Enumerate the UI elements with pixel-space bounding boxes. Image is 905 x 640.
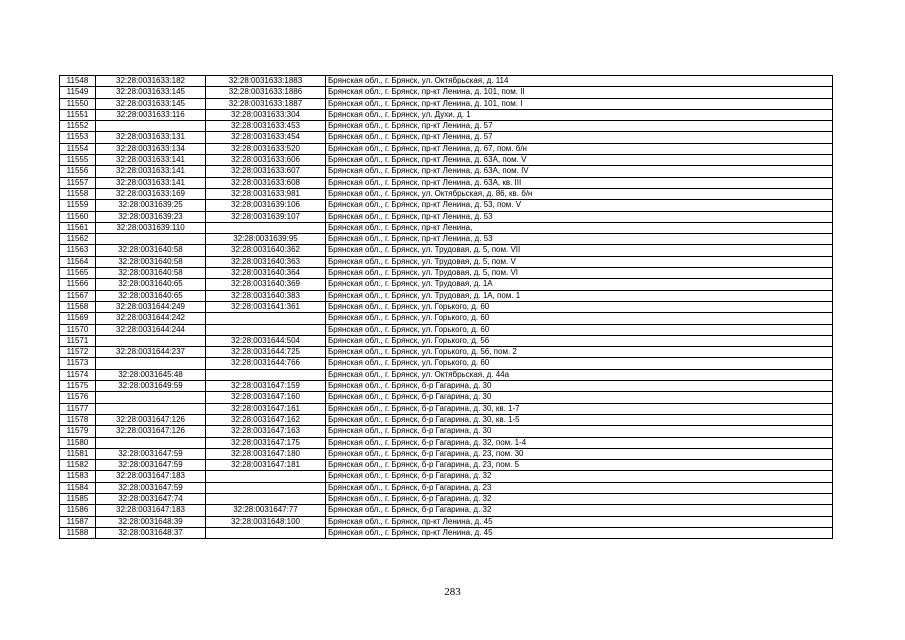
- table-row: [60, 132, 833, 143]
- address-cell: Брянская обл., г. Брянск, пр-кт Ленина, д. 101, пом. II: [326, 87, 833, 98]
- table-row: [60, 403, 833, 414]
- object-cadastral-number-cell: 32:28:0031644:725: [206, 347, 326, 358]
- address-cell: Брянская обл., г. Брянск, пр-кт Ленина, д. 57: [326, 121, 833, 132]
- object-cadastral-number-cell: [206, 313, 326, 324]
- address-cell: Брянская обл., г. Брянск, б-р Гагарина, д. 23, пом. 30: [326, 448, 833, 459]
- parcel-cadastral-number-cell: 32:28:0031645:48: [96, 369, 206, 380]
- parcel-cadastral-number-cell: 32:28:0031647:59: [96, 460, 206, 471]
- object-cadastral-number-cell: [206, 471, 326, 482]
- table-row: [60, 493, 833, 504]
- table-row: [60, 245, 833, 256]
- table-row: [60, 426, 833, 437]
- row-number-cell: 11583: [60, 471, 96, 482]
- row-number-cell: 11560: [60, 211, 96, 222]
- table-row: [60, 234, 833, 245]
- row-number-cell: 11559: [60, 200, 96, 211]
- table-row: [60, 290, 833, 301]
- row-number-cell: 11570: [60, 324, 96, 335]
- parcel-cadastral-number-cell: 32:28:0031633:116: [96, 109, 206, 120]
- row-number-cell: 11563: [60, 245, 96, 256]
- address-cell: Брянская обл., г. Брянск, ул. Горького, д. 56, пом. 2: [326, 347, 833, 358]
- address-cell: Брянская обл., г. Брянск, ул. Горького, д. 60: [326, 313, 833, 324]
- table-row: [60, 448, 833, 459]
- row-number-cell: 11557: [60, 177, 96, 188]
- object-cadastral-number-cell: 32:28:0031633:607: [206, 166, 326, 177]
- parcel-cadastral-number-cell: 32:28:0031649:59: [96, 381, 206, 392]
- parcel-cadastral-number-cell: 32:28:0031640:58: [96, 256, 206, 267]
- parcel-cadastral-number-cell: 32:28:0031644:244: [96, 324, 206, 335]
- table-row: [60, 313, 833, 324]
- address-cell: Брянская обл., г. Брянск, пр-кт Ленина, д. 45: [326, 516, 833, 527]
- table-row: [60, 87, 833, 98]
- row-number-cell: 11587: [60, 516, 96, 527]
- row-number-cell: 11586: [60, 505, 96, 516]
- address-cell: Брянская обл., г. Брянск, ул. Горького, д. 56: [326, 335, 833, 346]
- row-number-cell: 11549: [60, 87, 96, 98]
- object-cadastral-number-cell: 32:28:0031647:180: [206, 448, 326, 459]
- table-row: [60, 516, 833, 527]
- row-number-cell: 11575: [60, 381, 96, 392]
- address-cell: Брянская обл., г. Брянск, пр-кт Ленина, д. 101, пом. I: [326, 98, 833, 109]
- table-row: [60, 392, 833, 403]
- table-row: [60, 200, 833, 211]
- object-cadastral-number-cell: 32:28:0031647:160: [206, 392, 326, 403]
- address-cell: Брянская обл., г. Брянск, б-р Гагарина, д. 32: [326, 471, 833, 482]
- row-number-cell: 11553: [60, 132, 96, 143]
- address-cell: Брянская обл., г. Брянск, б-р Гагарина, д. 23, пом. 5: [326, 460, 833, 471]
- object-cadastral-number-cell: [206, 493, 326, 504]
- row-number-cell: 11548: [60, 76, 96, 87]
- object-cadastral-number-cell: 32:28:0031648:100: [206, 516, 326, 527]
- row-number-cell: 11561: [60, 222, 96, 233]
- parcel-cadastral-number-cell: 32:28:0031639:110: [96, 222, 206, 233]
- table-row: [60, 482, 833, 493]
- parcel-cadastral-number-cell: 32:28:0031633:134: [96, 143, 206, 154]
- address-cell: Брянская обл., г. Брянск, ул. Октябрьская, д. 114: [326, 76, 833, 87]
- row-number-cell: 11581: [60, 448, 96, 459]
- address-cell: Брянская обл., г. Брянск, б-р Гагарина, д. 32: [326, 493, 833, 504]
- address-cell: Брянская обл., г. Брянск, пр-кт Ленина,: [326, 222, 833, 233]
- row-number-cell: 11552: [60, 121, 96, 132]
- address-cell: Брянская обл., г. Брянск, б-р Гагарина, д. 30, кв. 1-5: [326, 414, 833, 425]
- table-row: [60, 437, 833, 448]
- table-row: [60, 527, 833, 538]
- registry-table-body: [60, 76, 833, 539]
- object-cadastral-number-cell: 32:28:0031633:454: [206, 132, 326, 143]
- row-number-cell: 11588: [60, 527, 96, 538]
- object-cadastral-number-cell: [206, 222, 326, 233]
- address-cell: Брянская обл., г. Брянск, пр-кт Ленина, д. 45: [326, 527, 833, 538]
- table-row: [60, 369, 833, 380]
- row-number-cell: 11576: [60, 392, 96, 403]
- object-cadastral-number-cell: 32:28:0031647:162: [206, 414, 326, 425]
- object-cadastral-number-cell: 32:28:0031633:1886: [206, 87, 326, 98]
- row-number-cell: 11584: [60, 482, 96, 493]
- address-cell: Брянская обл., г. Брянск, пр-кт Ленина, д. 67, пом. б/н: [326, 143, 833, 154]
- table-row: [60, 109, 833, 120]
- row-number-cell: 11564: [60, 256, 96, 267]
- row-number-cell: 11577: [60, 403, 96, 414]
- row-number-cell: 11572: [60, 347, 96, 358]
- address-cell: Брянская обл., г. Брянск, ул. Трудовая, д. 5, пом. V: [326, 256, 833, 267]
- row-number-cell: 11558: [60, 188, 96, 199]
- table-row: [60, 166, 833, 177]
- row-number-cell: 11569: [60, 313, 96, 324]
- address-cell: Брянская обл., г. Брянск, б-р Гагарина, д. 30, кв. 1-7: [326, 403, 833, 414]
- table-row: [60, 279, 833, 290]
- row-number-cell: 11573: [60, 358, 96, 369]
- parcel-cadastral-number-cell: 32:28:0031644:249: [96, 301, 206, 312]
- object-cadastral-number-cell: [206, 527, 326, 538]
- object-cadastral-number-cell: [206, 482, 326, 493]
- table-row: [60, 268, 833, 279]
- address-cell: Брянская обл., г. Брянск, пр-кт Ленина, д. 63А, пом. IV: [326, 166, 833, 177]
- address-cell: Брянская обл., г. Брянск, пр-кт Ленина, д. 53: [326, 234, 833, 245]
- object-cadastral-number-cell: 32:28:0031640:369: [206, 279, 326, 290]
- object-cadastral-number-cell: 32:28:0031633:453: [206, 121, 326, 132]
- object-cadastral-number-cell: 32:28:0031647:175: [206, 437, 326, 448]
- parcel-cadastral-number-cell: [96, 234, 206, 245]
- address-cell: Брянская обл., г. Брянск, ул. Горького, д. 60: [326, 324, 833, 335]
- parcel-cadastral-number-cell: [96, 358, 206, 369]
- parcel-cadastral-number-cell: 32:28:0031640:65: [96, 290, 206, 301]
- parcel-cadastral-number-cell: 32:28:0031633:182: [96, 76, 206, 87]
- parcel-cadastral-number-cell: 32:28:0031647:74: [96, 493, 206, 504]
- object-cadastral-number-cell: 32:28:0031633:1883: [206, 76, 326, 87]
- address-cell: Брянская обл., г. Брянск, пр-кт Ленина, д. 63А, пом. V: [326, 155, 833, 166]
- row-number-cell: 11554: [60, 143, 96, 154]
- object-cadastral-number-cell: [206, 369, 326, 380]
- parcel-cadastral-number-cell: [96, 403, 206, 414]
- parcel-cadastral-number-cell: 32:28:0031647:126: [96, 426, 206, 437]
- object-cadastral-number-cell: 32:28:0031640:364: [206, 268, 326, 279]
- table-row: [60, 471, 833, 482]
- parcel-cadastral-number-cell: 32:28:0031633:145: [96, 87, 206, 98]
- row-number-cell: 11574: [60, 369, 96, 380]
- object-cadastral-number-cell: [206, 324, 326, 335]
- table-row: [60, 347, 833, 358]
- row-number-cell: 11567: [60, 290, 96, 301]
- registry-table: [59, 75, 833, 539]
- row-number-cell: 11551: [60, 109, 96, 120]
- parcel-cadastral-number-cell: 32:28:0031633:145: [96, 98, 206, 109]
- address-cell: Брянская обл., г. Брянск, ул. Октябрьская, д. 44а: [326, 369, 833, 380]
- address-cell: Брянская обл., г. Брянск, б-р Гагарина, д. 30: [326, 392, 833, 403]
- object-cadastral-number-cell: 32:28:0031647:159: [206, 381, 326, 392]
- parcel-cadastral-number-cell: 32:28:0031647:59: [96, 482, 206, 493]
- parcel-cadastral-number-cell: [96, 392, 206, 403]
- parcel-cadastral-number-cell: 32:28:0031644:242: [96, 313, 206, 324]
- table-row: [60, 222, 833, 233]
- object-cadastral-number-cell: 32:28:0031633:608: [206, 177, 326, 188]
- address-cell: Брянская обл., г. Брянск, ул. Горького, д. 60: [326, 358, 833, 369]
- address-cell: Брянская обл., г. Брянск, б-р Гагарина, д. 32: [326, 505, 833, 516]
- object-cadastral-number-cell: 32:28:0031633:981: [206, 188, 326, 199]
- parcel-cadastral-number-cell: [96, 437, 206, 448]
- parcel-cadastral-number-cell: 32:28:0031647:126: [96, 414, 206, 425]
- parcel-cadastral-number-cell: 32:28:0031640:65: [96, 279, 206, 290]
- object-cadastral-number-cell: 32:28:0031644:766: [206, 358, 326, 369]
- table-row: [60, 460, 833, 471]
- parcel-cadastral-number-cell: 32:28:0031644:237: [96, 347, 206, 358]
- row-number-cell: 11565: [60, 268, 96, 279]
- row-number-cell: 11580: [60, 437, 96, 448]
- object-cadastral-number-cell: 32:28:0031647:77: [206, 505, 326, 516]
- table-row: [60, 335, 833, 346]
- parcel-cadastral-number-cell: 32:28:0031640:58: [96, 245, 206, 256]
- address-cell: Брянская обл., г. Брянск, ул. Трудовая, д. 5, пом. VII: [326, 245, 833, 256]
- object-cadastral-number-cell: 32:28:0031633:304: [206, 109, 326, 120]
- object-cadastral-number-cell: 32:28:0031633:606: [206, 155, 326, 166]
- object-cadastral-number-cell: 32:28:0031644:504: [206, 335, 326, 346]
- object-cadastral-number-cell: 32:28:0031639:106: [206, 200, 326, 211]
- address-cell: Брянская обл., г. Брянск, б-р Гагарина, д. 32, пом. 1-4: [326, 437, 833, 448]
- page-number: 283: [444, 586, 461, 598]
- parcel-cadastral-number-cell: 32:28:0031647:183: [96, 505, 206, 516]
- row-number-cell: 11578: [60, 414, 96, 425]
- parcel-cadastral-number-cell: 32:28:0031633:131: [96, 132, 206, 143]
- row-number-cell: 11562: [60, 234, 96, 245]
- parcel-cadastral-number-cell: [96, 121, 206, 132]
- object-cadastral-number-cell: 32:28:0031640:362: [206, 245, 326, 256]
- object-cadastral-number-cell: 32:28:0031633:520: [206, 143, 326, 154]
- parcel-cadastral-number-cell: 32:28:0031639:25: [96, 200, 206, 211]
- table-row: [60, 121, 833, 132]
- table-row: [60, 256, 833, 267]
- table-row: [60, 414, 833, 425]
- address-cell: Брянская обл., г. Брянск, пр-кт Ленина, д. 53, пом. V: [326, 200, 833, 211]
- address-cell: Брянская обл., г. Брянск, ул. Трудовая, д. 1А: [326, 279, 833, 290]
- object-cadastral-number-cell: 32:28:0031647:181: [206, 460, 326, 471]
- table-row: [60, 358, 833, 369]
- object-cadastral-number-cell: 32:28:0031641:361: [206, 301, 326, 312]
- parcel-cadastral-number-cell: [96, 335, 206, 346]
- row-number-cell: 11585: [60, 493, 96, 504]
- address-cell: Брянская обл., г. Брянск, ул. Духи, д. 1: [326, 109, 833, 120]
- parcel-cadastral-number-cell: 32:28:0031633:141: [96, 166, 206, 177]
- row-number-cell: 11579: [60, 426, 96, 437]
- parcel-cadastral-number-cell: 32:28:0031648:37: [96, 527, 206, 538]
- object-cadastral-number-cell: 32:28:0031640:363: [206, 256, 326, 267]
- address-cell: Брянская обл., г. Брянск, ул. Трудовая, д. 5, пом. VI: [326, 268, 833, 279]
- table-row: [60, 188, 833, 199]
- object-cadastral-number-cell: 32:28:0031640:383: [206, 290, 326, 301]
- table-row: [60, 98, 833, 109]
- table-row: [60, 143, 833, 154]
- object-cadastral-number-cell: 32:28:0031639:95: [206, 234, 326, 245]
- parcel-cadastral-number-cell: 32:28:0031648:39: [96, 516, 206, 527]
- object-cadastral-number-cell: 32:28:0031647:161: [206, 403, 326, 414]
- address-cell: Брянская обл., г. Брянск, ул. Трудовая, д. 1А, пом. 1: [326, 290, 833, 301]
- address-cell: Брянская обл., г. Брянск, ул. Октябрьская, д. 86, кв. б/н: [326, 188, 833, 199]
- table-row: [60, 76, 833, 87]
- address-cell: Брянская обл., г. Брянск, пр-кт Ленина, д. 57: [326, 132, 833, 143]
- parcel-cadastral-number-cell: 32:28:0031647:183: [96, 471, 206, 482]
- address-cell: Брянская обл., г. Брянск, б-р Гагарина, д. 30: [326, 381, 833, 392]
- table-row: [60, 301, 833, 312]
- parcel-cadastral-number-cell: 32:28:0031633:141: [96, 177, 206, 188]
- address-cell: Брянская обл., г. Брянск, б-р Гагарина, д. 23: [326, 482, 833, 493]
- table-row: [60, 155, 833, 166]
- table-row: [60, 324, 833, 335]
- parcel-cadastral-number-cell: 32:28:0031639:23: [96, 211, 206, 222]
- table-row: [60, 505, 833, 516]
- object-cadastral-number-cell: 32:28:0031639:107: [206, 211, 326, 222]
- address-cell: Брянская обл., г. Брянск, пр-кт Ленина, д. 63А, кв. III: [326, 177, 833, 188]
- object-cadastral-number-cell: 32:28:0031633:1887: [206, 98, 326, 109]
- parcel-cadastral-number-cell: 32:28:0031640:58: [96, 268, 206, 279]
- table-row: [60, 177, 833, 188]
- row-number-cell: 11568: [60, 301, 96, 312]
- row-number-cell: 11556: [60, 166, 96, 177]
- object-cadastral-number-cell: 32:28:0031647:163: [206, 426, 326, 437]
- parcel-cadastral-number-cell: 32:28:0031633:141: [96, 155, 206, 166]
- table-row: [60, 381, 833, 392]
- table-row: [60, 211, 833, 222]
- address-cell: Брянская обл., г. Брянск, пр-кт Ленина, д. 53: [326, 211, 833, 222]
- address-cell: Брянская обл., г. Брянск, б-р Гагарина, д. 30: [326, 426, 833, 437]
- row-number-cell: 11550: [60, 98, 96, 109]
- parcel-cadastral-number-cell: 32:28:0031647:59: [96, 448, 206, 459]
- row-number-cell: 11571: [60, 335, 96, 346]
- address-cell: Брянская обл., г. Брянск, ул. Горького, д. 60: [326, 301, 833, 312]
- row-number-cell: 11566: [60, 279, 96, 290]
- row-number-cell: 11582: [60, 460, 96, 471]
- row-number-cell: 11555: [60, 155, 96, 166]
- parcel-cadastral-number-cell: 32:28:0031633:169: [96, 188, 206, 199]
